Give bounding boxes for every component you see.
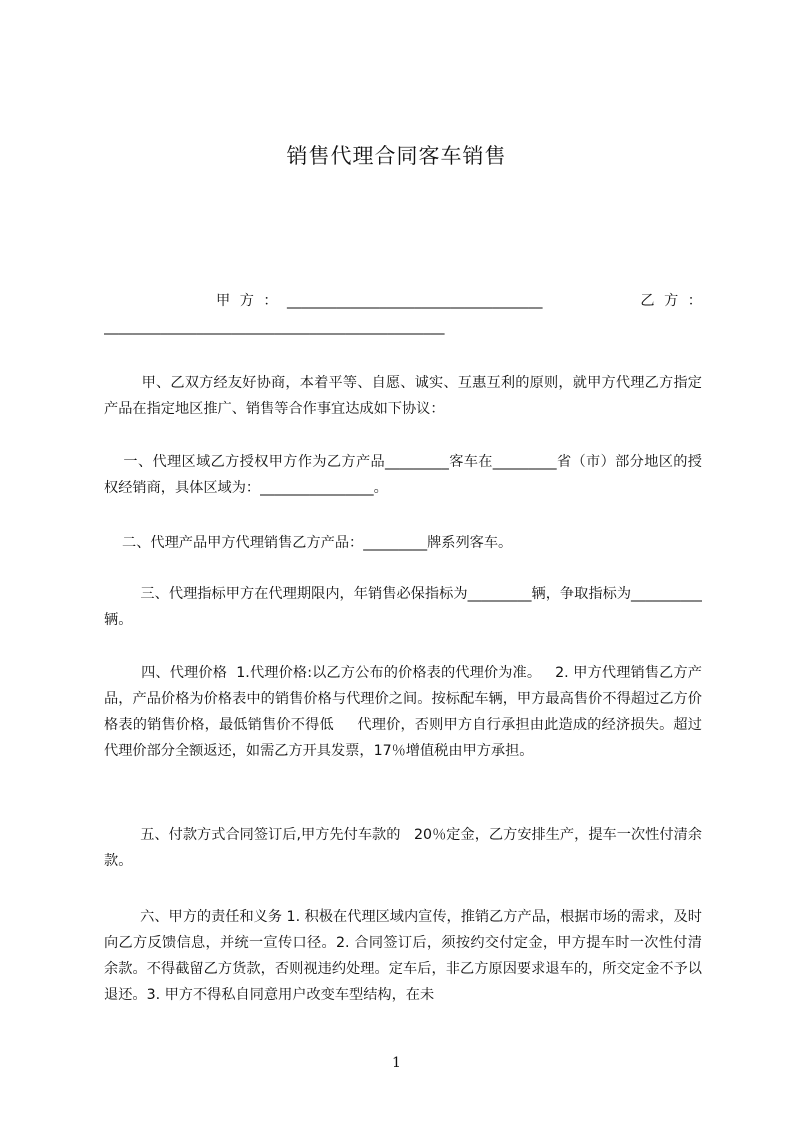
clause-agency-region: 一、代理区域乙方授权甲方作为乙方产品_________客车在_________省（市）部分地区的授权经销商，具体区域为：________________。: [104, 454, 702, 496]
document-title: 销售代理合同客车销售: [286, 144, 507, 168]
clause-sales-target: 三、代理指标甲方在代理期限内，年销售必保指标为_________辆，争取指标为__________辆。: [104, 586, 702, 628]
page-number: 1: [392, 1055, 401, 1071]
clause-agency-product: 二、代理产品甲方代理销售乙方产品：_________牌系列客车。: [104, 535, 513, 551]
parties-line: 甲方：____________________________________ 乙方：________________________________________________: [104, 293, 702, 335]
clause-party-a-duties: 六、甲方的责任和义务 1. 积极在代理区域内宣传，推销乙方产品，根据市场的需求，及时向乙方反馈信息，并统一宣传口径。2. 合同签订后，须按约交付定金，甲方提车时一次性付清余款。不得截留乙方货款，否则视违约处理。定车后，非乙方原因要求退车的，所交定金不予以退还。3. 甲方不得私自同意用户改变车型结构，在未: [104, 909, 702, 1003]
paragraph-intro: 甲、乙双方经友好协商，本着平等、自愿、诚实、互惠互利的原则，就甲方代理乙方指定产品在指定地区推广、销售等合作事宜达成如下协议：: [104, 375, 702, 417]
clause-agency-price: 四、代理价格 1.代理价格:以乙方公布的价格表的代理价为准。 2. 甲方代理销售乙方产品，产品价格为价格表中的销售价格与代理价之间。按标配车辆，甲方最高售价不得超过乙方价格表的销售价格，最低销售价不得低 代理价，否则甲方自行承担由此造成的经济损失。超过代理价部分全额返还，如需乙方开具发票，17％增值税由甲方承担。: [104, 665, 702, 759]
clause-payment-method: 五、付款方式合同签订后,甲方先付车款的 20％定金，乙方安排生产，提车一次性付清余款。: [104, 827, 702, 869]
